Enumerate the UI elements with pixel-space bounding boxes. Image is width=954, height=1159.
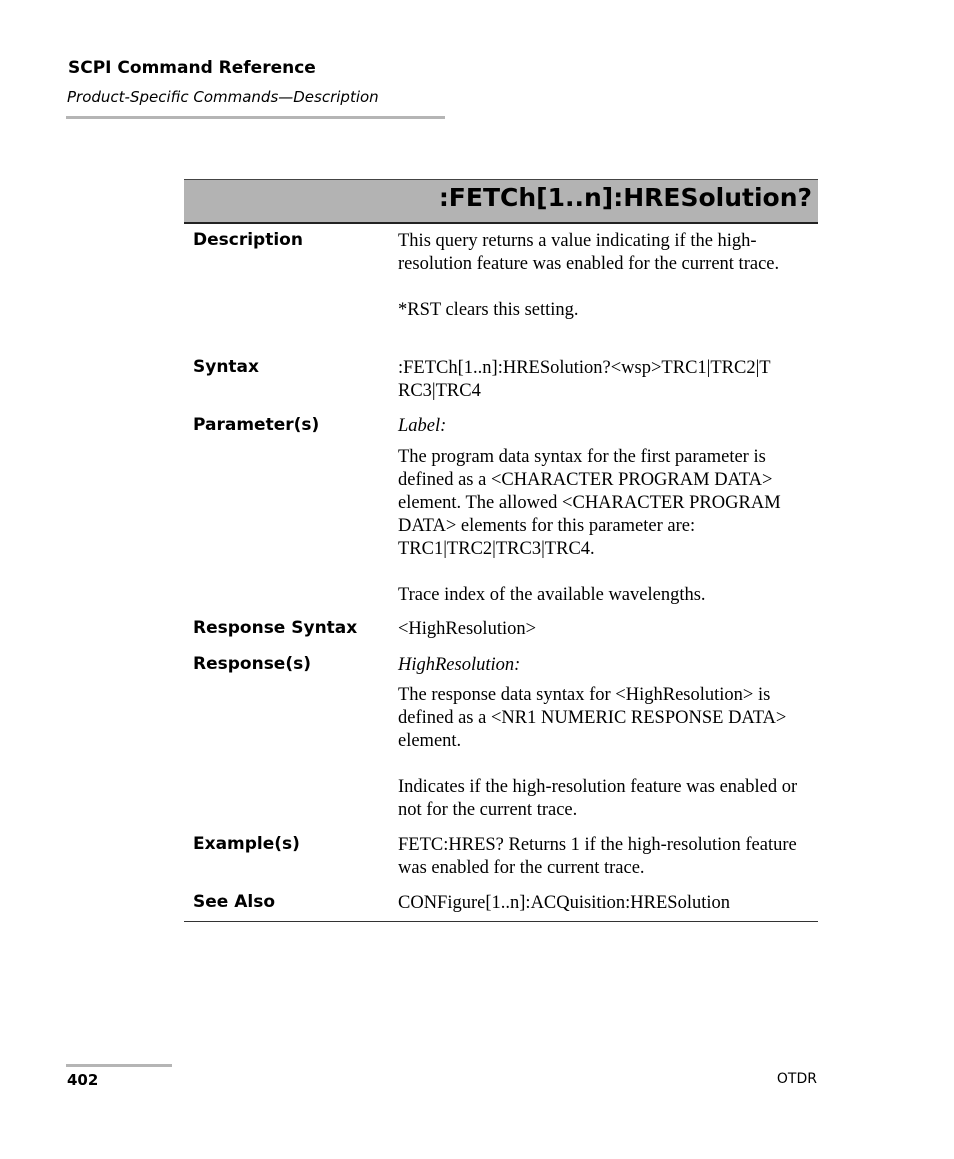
product-name: OTDR (776, 1071, 817, 1087)
row-value (398, 618, 818, 641)
command-banner (184, 179, 818, 224)
row-value (398, 834, 818, 880)
parameter-note: Trace index of the available wavelengths. (398, 585, 706, 605)
section-title: SCPI Command Reference (68, 58, 316, 78)
response-description: The response data syntax for <HighResolution> is defined as a <NR1 NUMERIC RESPONSE DATA> element. (398, 685, 787, 751)
response-syntax-value: <HighResolution> (398, 619, 537, 639)
row-label: Syntax (193, 357, 259, 377)
section-subtitle: Product-Specific Commands—Description (67, 88, 379, 106)
row-label: Parameter(s) (193, 415, 320, 435)
row-label: Description (193, 230, 303, 250)
response-name: HighResolution: (398, 655, 521, 675)
syntax-line-2: RC3|TRC4 (398, 381, 481, 401)
footer-divider (66, 1064, 172, 1067)
row-value (398, 230, 818, 322)
see-also-link[interactable]: CONFigure[1..n]:ACQuisition:HRESolution (398, 893, 730, 913)
row-value (398, 415, 818, 607)
row-value (398, 892, 818, 915)
table-bottom-divider (184, 921, 818, 922)
parameter-description: The program data syntax for the first parameter is defined as a <CHARACTER PROGRAM DATA> element. The allowed <CHARACTER PROGRAM DATA> elements for this parameter are: TRC1|TRC2|TRC3|TRC4. (398, 447, 781, 559)
description-text: This query returns a value indicating if the high-resolution feature was enabled for the current trace. (398, 231, 780, 274)
syntax-line-1: :FETCh[1..n]:HRESolution?<wsp>TRC1|TRC2|T (398, 358, 771, 378)
row-label: See Also (193, 892, 276, 912)
row-label: Response Syntax (193, 618, 358, 638)
row-value (398, 654, 818, 822)
example-text: FETC:HRES? Returns 1 if the high-resolution feature was enabled for the current trace. (398, 835, 797, 878)
page-number: 402 (67, 1071, 99, 1089)
row-value (398, 357, 818, 403)
command-title: :FETCh[1..n]:HRESolution? (438, 183, 812, 212)
parameter-name: Label: (398, 416, 447, 436)
row-label: Response(s) (193, 654, 311, 674)
response-note: Indicates if the high-resolution feature was enabled or not for the current trace. (398, 777, 798, 820)
row-label: Example(s) (193, 834, 300, 854)
rst-note: *RST clears this setting. (398, 300, 579, 320)
header-divider (66, 116, 445, 119)
